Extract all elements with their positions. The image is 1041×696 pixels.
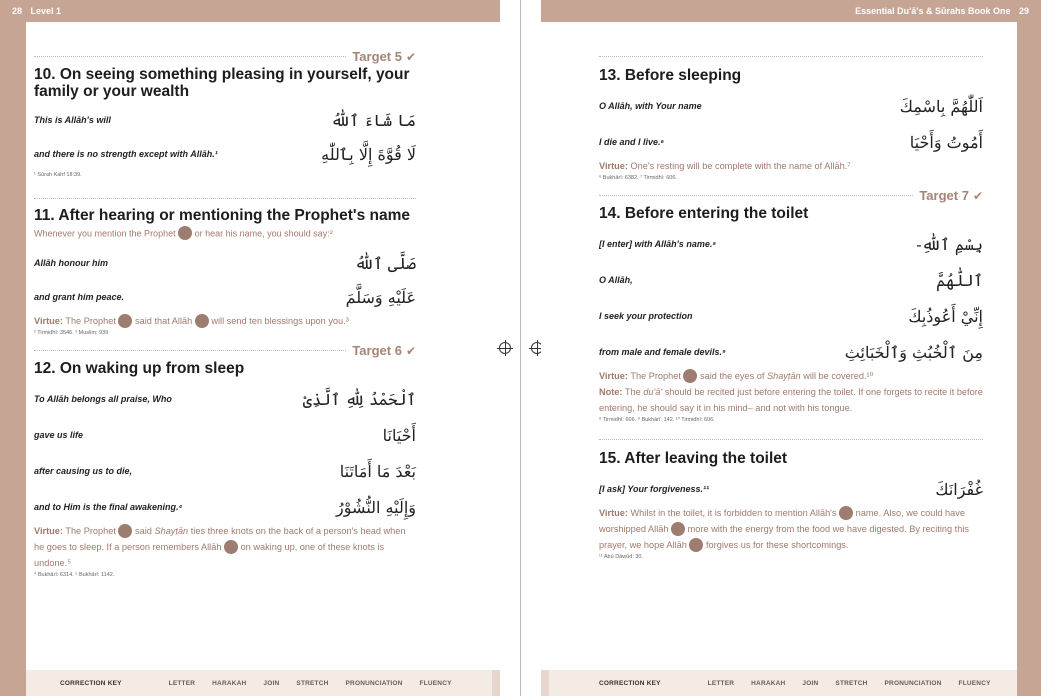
dua-line [599, 268, 983, 292]
translation-text: from male and female devils.⁹ [599, 347, 726, 357]
section-intro: Whenever you mention the Prophet or hear his name, you should say:² [34, 227, 416, 241]
translation-text: O Allāh, [599, 275, 633, 285]
footnote: ² Tirmidhī: 3546. ³ Muslim: 939 [34, 330, 109, 336]
virtue-text: Virtue: The Prophet said Shayṭān ties three knots on the back of a person's head when he goes to sleep. If a person remembers Allāh on waking up, one of these knots is undone.⁵ [34, 523, 416, 571]
right-header [541, 0, 1041, 22]
arabic-text: أَحْيَانَا [382, 425, 416, 445]
dua-line [599, 304, 983, 328]
left-header [0, 0, 500, 22]
dua-line [34, 459, 416, 483]
book-title: Essential Du'ā's & Sūrahs Book One [855, 6, 1011, 16]
footer-edge [541, 670, 549, 696]
translation-text: [I ask] Your forgiveness.¹¹ [599, 484, 710, 494]
dua-line [34, 251, 416, 275]
key-item: JOIN [263, 679, 280, 687]
checkmark-icon: ✔ [405, 50, 416, 64]
translation-text: I seek your protection [599, 311, 693, 321]
right-content [599, 46, 983, 560]
honorific-seal-icon [839, 506, 853, 520]
key-item: JOIN [802, 679, 819, 687]
arabic-text: بِسْمِ ٱللّٰهِ- [916, 234, 983, 254]
dua-line [599, 477, 983, 501]
translation-text: I die and I live.⁶ [599, 137, 665, 147]
section-title: 13. Before sleeping [599, 67, 742, 84]
footnote: ⁶ Bukhārī: 6382. ⁷ Tirmidhī: 606. [599, 175, 677, 181]
correction-key-label: CORRECTION KEY [599, 679, 661, 687]
key-item: HARAKAH [751, 679, 786, 687]
honorific-seal-icon [689, 538, 703, 552]
key-item: FLUENCY [419, 679, 452, 687]
virtue-text: Virtue: Whilst in the toilet, it is forbidden to mention Allāh's name. Also, we could have worshipped Allāh more with the energy from the food we have digested. By reciting this prayer, we hope Allāh forgives us for these shortcomings. [599, 505, 983, 553]
honorific-seal-icon [118, 524, 132, 538]
target-label: Target 6 ✔ [346, 343, 416, 358]
arabic-text: مِنَ ٱلْخُبُثِ وَٱلْخَبَائِثِ [844, 342, 983, 362]
target-label: Target 5 ✔ [346, 49, 416, 64]
correction-key-label: CORRECTION KEY [60, 679, 122, 687]
section-title: 11. After hearing or mentioning the Prophet's name [34, 207, 411, 224]
footnote: ⁴ Bukhārī: 6314. ⁵ Bukhārī: 1142. [34, 572, 115, 578]
dotted-divider [34, 198, 416, 199]
dua-line [34, 108, 416, 132]
dua-line [34, 387, 416, 411]
note-text: Note: The du'ā' should be recited just before entering the toilet. If one forgets to recite it before entering, he should say it in his mind– and not with his tongue. [599, 387, 983, 413]
translation-text: To Allāh belongs all praise, Who [34, 394, 172, 404]
arabic-text: وَإِلَيْهِ النُّشُوْرُ [336, 497, 416, 517]
right-page [541, 0, 1041, 696]
target-divider [599, 188, 983, 209]
registration-mark-icon [499, 342, 511, 354]
translation-text: and grant him peace. [34, 292, 125, 302]
virtue-text: Virtue: One's resting will be complete with the name of Allāh.⁷ [599, 161, 851, 171]
translation-text: O Allāh, with Your name [599, 101, 702, 111]
correction-key-bar [26, 670, 500, 696]
page-number: 29 [1018, 6, 1029, 16]
translation-text: This is Allāh's will [34, 115, 111, 125]
gutter-line [520, 0, 521, 696]
left-page [0, 0, 500, 696]
dua-line [34, 423, 416, 447]
key-item: STRETCH [835, 679, 868, 687]
footer-edge [492, 670, 500, 696]
arabic-text: غُفْرَانَكَ [935, 479, 983, 499]
arabic-text: صَلَّى ٱللّٰهُ [354, 253, 416, 273]
translation-text: gave us life [34, 430, 84, 440]
dua-line [34, 142, 416, 166]
footnote: ¹ Sūrah Kahf 18:39. [34, 172, 82, 178]
honorific-seal-icon [178, 226, 192, 240]
section-title: 10. On seeing something pleasing in yourself, your family or your wealth [34, 66, 410, 100]
honorific-seal-icon [118, 314, 132, 328]
key-item: LETTER [168, 679, 196, 687]
translation-text: and to Him is the final awakening.⁴ [34, 502, 183, 512]
honorific-seal-icon [195, 314, 209, 328]
translation-text: after causing us to die, [34, 466, 133, 476]
section-title: 12. On waking up from sleep [34, 360, 245, 377]
key-item: LETTER [707, 679, 735, 687]
arabic-text: مَا شَاءَ ٱللّٰهُ [330, 110, 416, 130]
key-item: HARAKAH [212, 679, 247, 687]
key-item: STRETCH [296, 679, 329, 687]
dotted-divider [599, 56, 983, 57]
level-label: Level 1 [30, 6, 62, 16]
footnote: ¹¹ Abū Dāwūd: 30. [599, 554, 644, 560]
correction-key-bar [541, 670, 1017, 696]
page-number: 28 [12, 6, 23, 16]
checkmark-icon: ✔ [405, 344, 416, 358]
footnote: ⁸ Tirmidhī: 606. ⁹ Bukhārī: 142. ¹⁰ Tirmidhī: 606. [599, 417, 715, 423]
arabic-text: بَعْدَ مَا أَمَاتَنَا [339, 461, 416, 481]
arabic-text: أَمُوتُ وَأَحْيَا [909, 132, 983, 152]
arabic-text: لَا قُوَّةَ إِلَّا بِٱللّٰهِ [321, 144, 416, 164]
arabic-text: إِنِّيْ أَعُوذُبِكَ [908, 306, 983, 326]
section-title: 14. Before entering the toilet [599, 205, 809, 222]
target-divider [34, 49, 416, 70]
checkmark-icon: ✔ [972, 189, 983, 203]
dua-line [599, 130, 983, 154]
honorific-seal-icon [671, 522, 685, 536]
honorific-seal-icon [683, 369, 697, 383]
section-title: 15. After leaving the toilet [599, 450, 788, 467]
arabic-text: ٱللّٰهُمَّ [936, 270, 983, 290]
dua-line [34, 495, 416, 519]
dua-line [599, 94, 983, 118]
arabic-text: ٱلْحَمْدُ لِلّٰهِ ٱلَّذِىْ [302, 389, 416, 409]
virtue-text: Virtue: The Prophet said the eyes of Shayṭān will be covered.¹⁰ [599, 368, 983, 384]
translation-text: Allāh honour him [34, 258, 108, 268]
left-content [34, 46, 416, 578]
dotted-divider [599, 439, 983, 440]
translation-text: and there is no strength except with Allāh.¹ [34, 149, 218, 159]
dua-line [34, 285, 416, 309]
dua-line [599, 232, 983, 256]
dua-line [599, 340, 983, 364]
virtue-text: Virtue: The Prophet said that Allāh will send ten blessings upon you.³ [34, 313, 416, 329]
key-item: PRONUNCIATION [884, 679, 942, 687]
arabic-text: عَلَيْهِ وَسَلَّمَ [345, 287, 416, 307]
target-divider [34, 343, 416, 364]
translation-text: [I enter] with Allāh's name.⁸ [599, 239, 717, 249]
honorific-seal-icon [224, 540, 238, 554]
key-item: FLUENCY [958, 679, 991, 687]
arabic-text: اَللّٰهُمَّ بِاسْمِكَ [899, 96, 983, 116]
key-item: PRONUNCIATION [345, 679, 403, 687]
target-label: Target 7 ✔ [913, 188, 983, 203]
